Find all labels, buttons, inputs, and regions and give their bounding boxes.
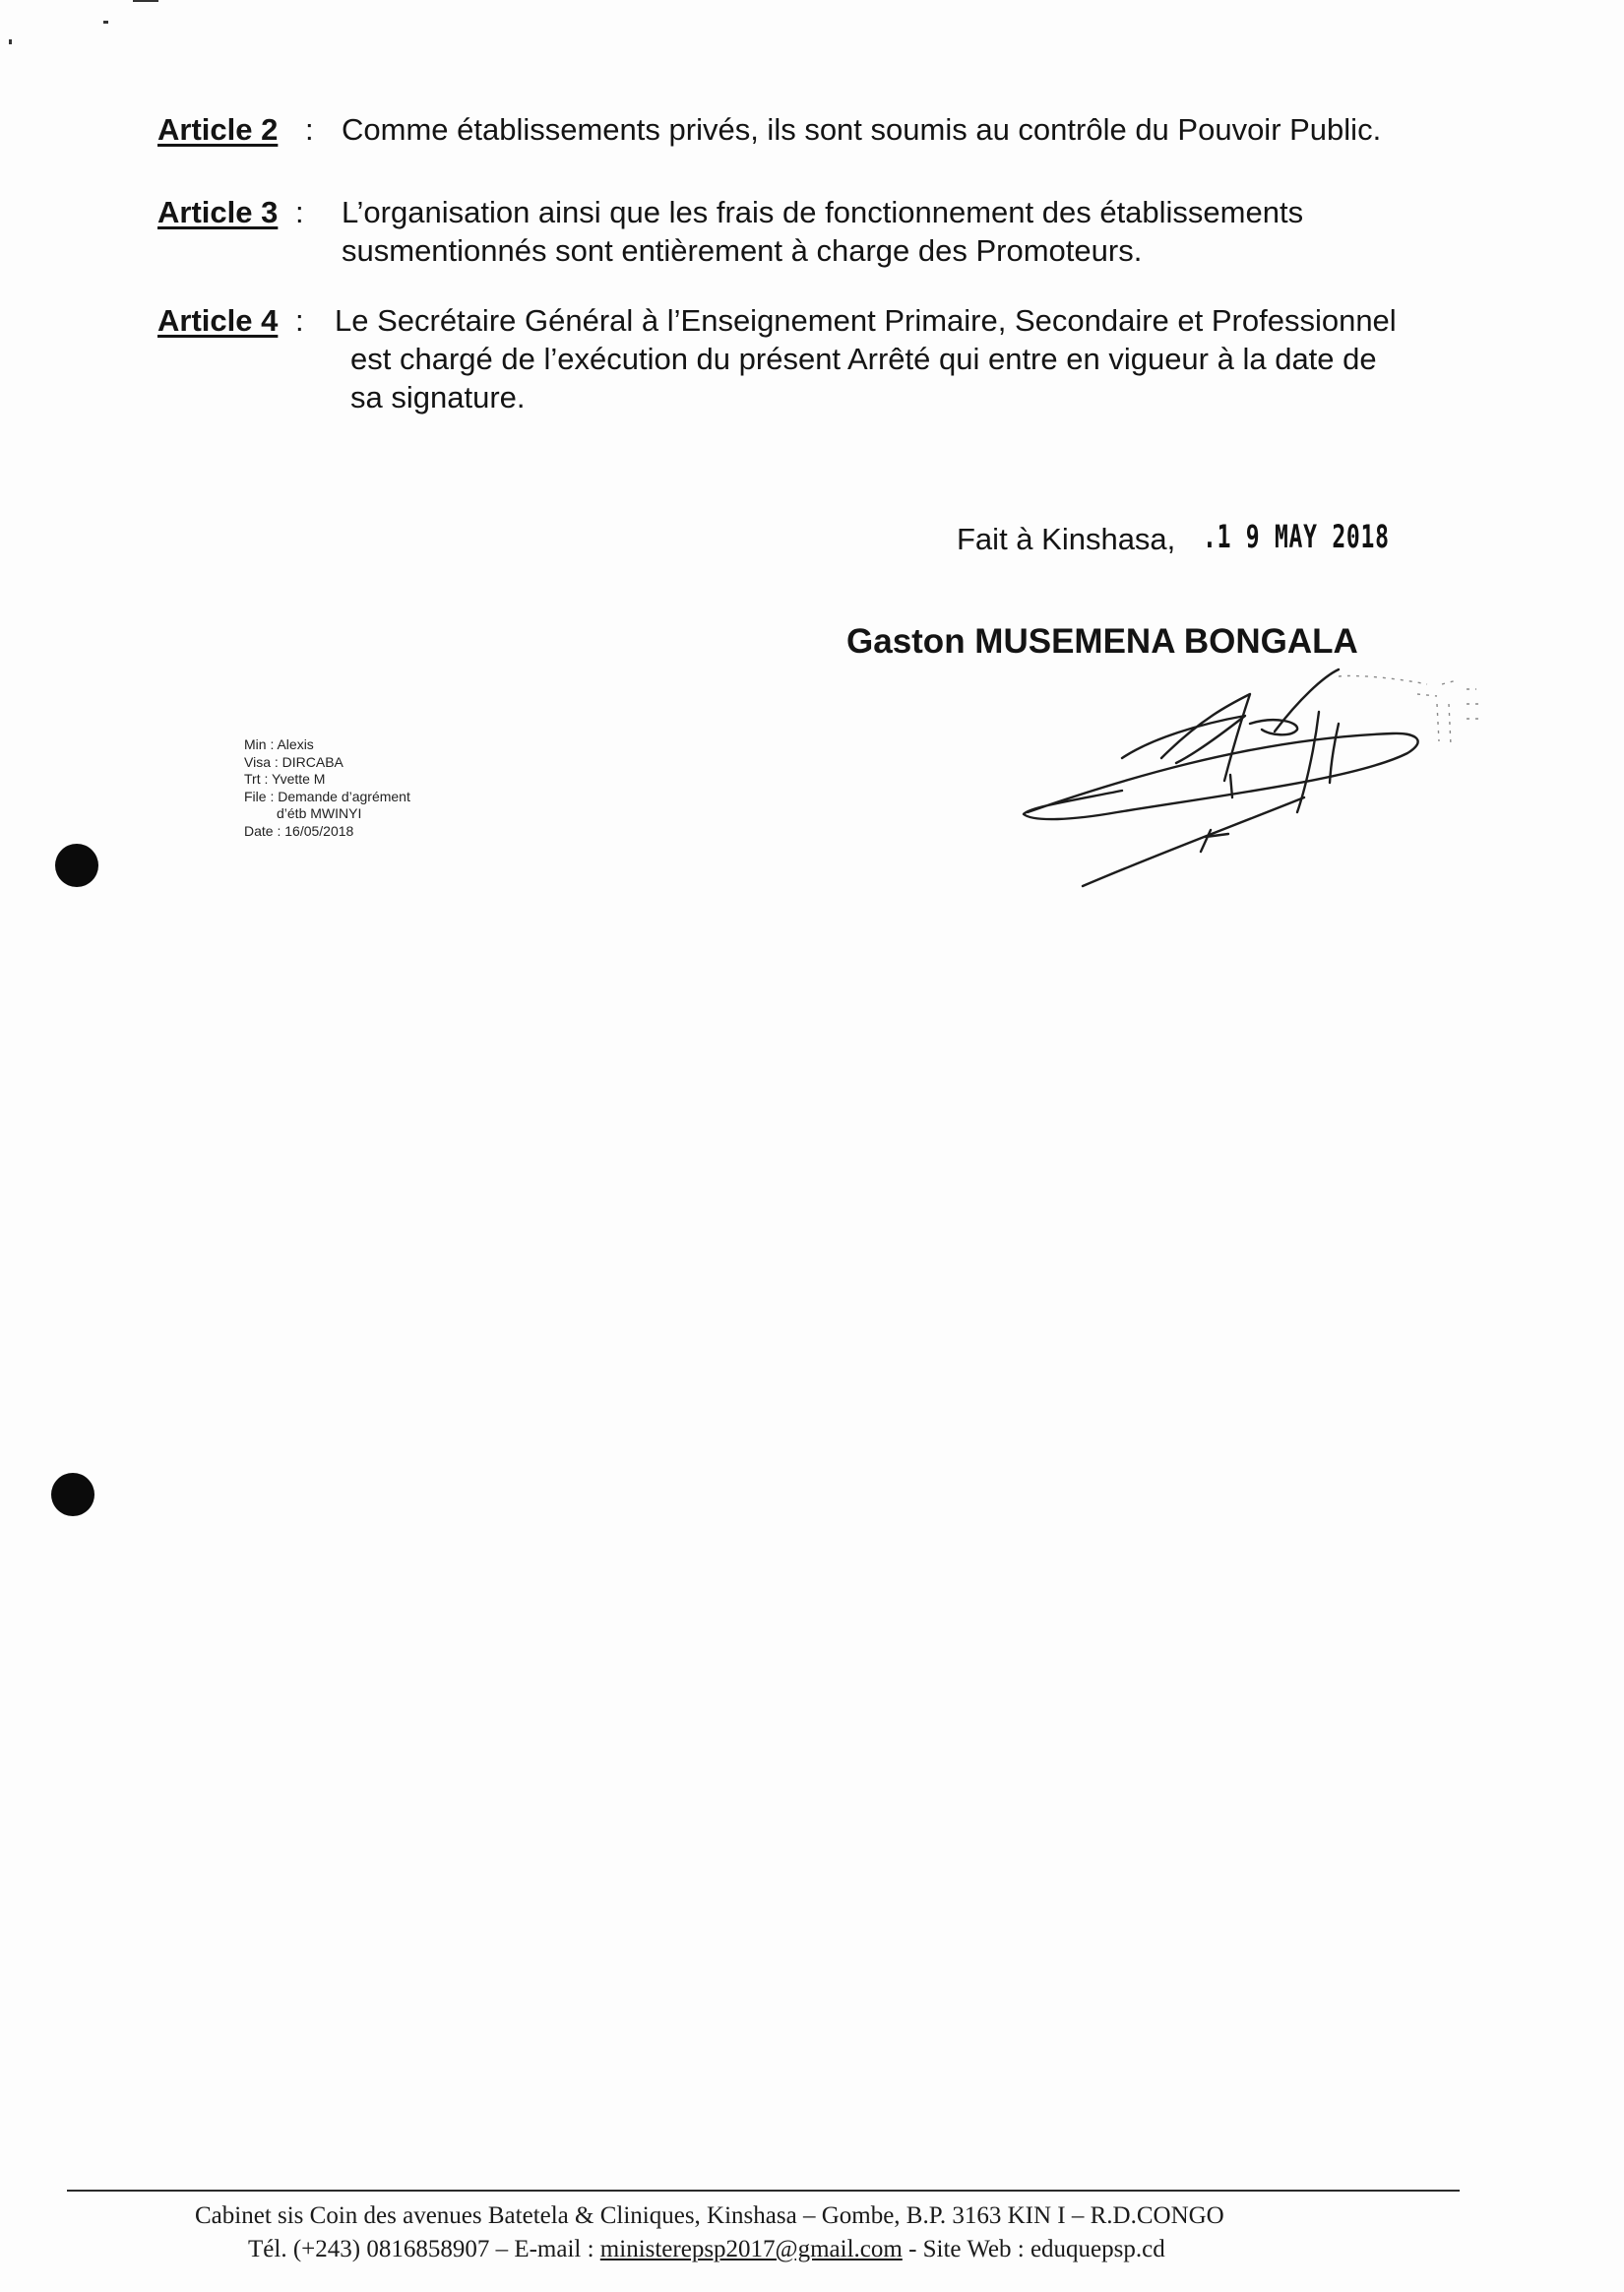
article-line: Comme établissements privés, ils sont soumis au contrôle du Pouvoir Public.	[342, 112, 1382, 147]
scan-speck	[133, 0, 158, 2]
date-stamp: .1 9 MAY 2018	[1203, 518, 1390, 555]
footer-telephone: Tél. (+243) 0816858907 – E-mail :	[248, 2236, 594, 2262]
footer-address: Cabinet sis Coin des avenues Batetela & Cliniques, Kinshasa – Gombe, B.P. 3163 KIN I – R.D.CONGO	[195, 2202, 1224, 2229]
signatory-name: Gaston MUSEMENA BONGALA	[846, 622, 1358, 661]
article-text	[342, 193, 1303, 270]
footer-rule	[67, 2190, 1460, 2192]
reference-visa: Visa : DIRCABA	[244, 753, 344, 770]
reference-block	[244, 736, 410, 840]
article-colon: :	[295, 195, 304, 229]
article-colon: :	[305, 112, 314, 147]
reference-file: File : Demande d’agrément	[244, 788, 410, 804]
footer-website: - Site Web : eduquepsp.cd	[908, 2236, 1165, 2262]
article-line: sa signature.	[350, 380, 526, 414]
article-line: L’organisation ainsi que les frais de fonctionnement des établissements	[342, 195, 1304, 229]
reference-date: Date : 16/05/2018	[244, 822, 354, 839]
place-of-signing: Fait à Kinshasa,	[957, 522, 1176, 556]
article-text	[342, 110, 1381, 149]
article-line: susmentionnés sont entièrement à charge des Promoteurs.	[342, 233, 1143, 268]
scan-speck	[9, 39, 12, 44]
article-label: Article 3	[157, 195, 279, 229]
reference-file-continued: d’étb MWINYI	[277, 805, 362, 821]
footer-contact	[248, 2233, 1624, 2266]
scan-speck	[103, 21, 108, 24]
punch-hole	[55, 844, 98, 887]
article-label: Article 2	[157, 112, 279, 147]
punch-hole	[51, 1473, 94, 1516]
footer-email-link[interactable]: ministerepsp2017@gmail.com	[599, 2236, 903, 2262]
article-line: est chargé de l’exécution du présent Arrêté qui entre en vigueur à la date de	[350, 342, 1377, 376]
article-line: Le Secrétaire Général à l’Enseignement Primaire, Secondaire et Professionnel	[335, 303, 1397, 338]
article-text	[335, 301, 1397, 416]
reference-trt: Trt : Yvette M	[244, 771, 326, 787]
article-label: Article 4	[157, 303, 279, 338]
article-colon: :	[295, 303, 304, 338]
reference-min: Min : Alexis	[244, 736, 314, 752]
handwritten-signature	[1004, 665, 1496, 906]
